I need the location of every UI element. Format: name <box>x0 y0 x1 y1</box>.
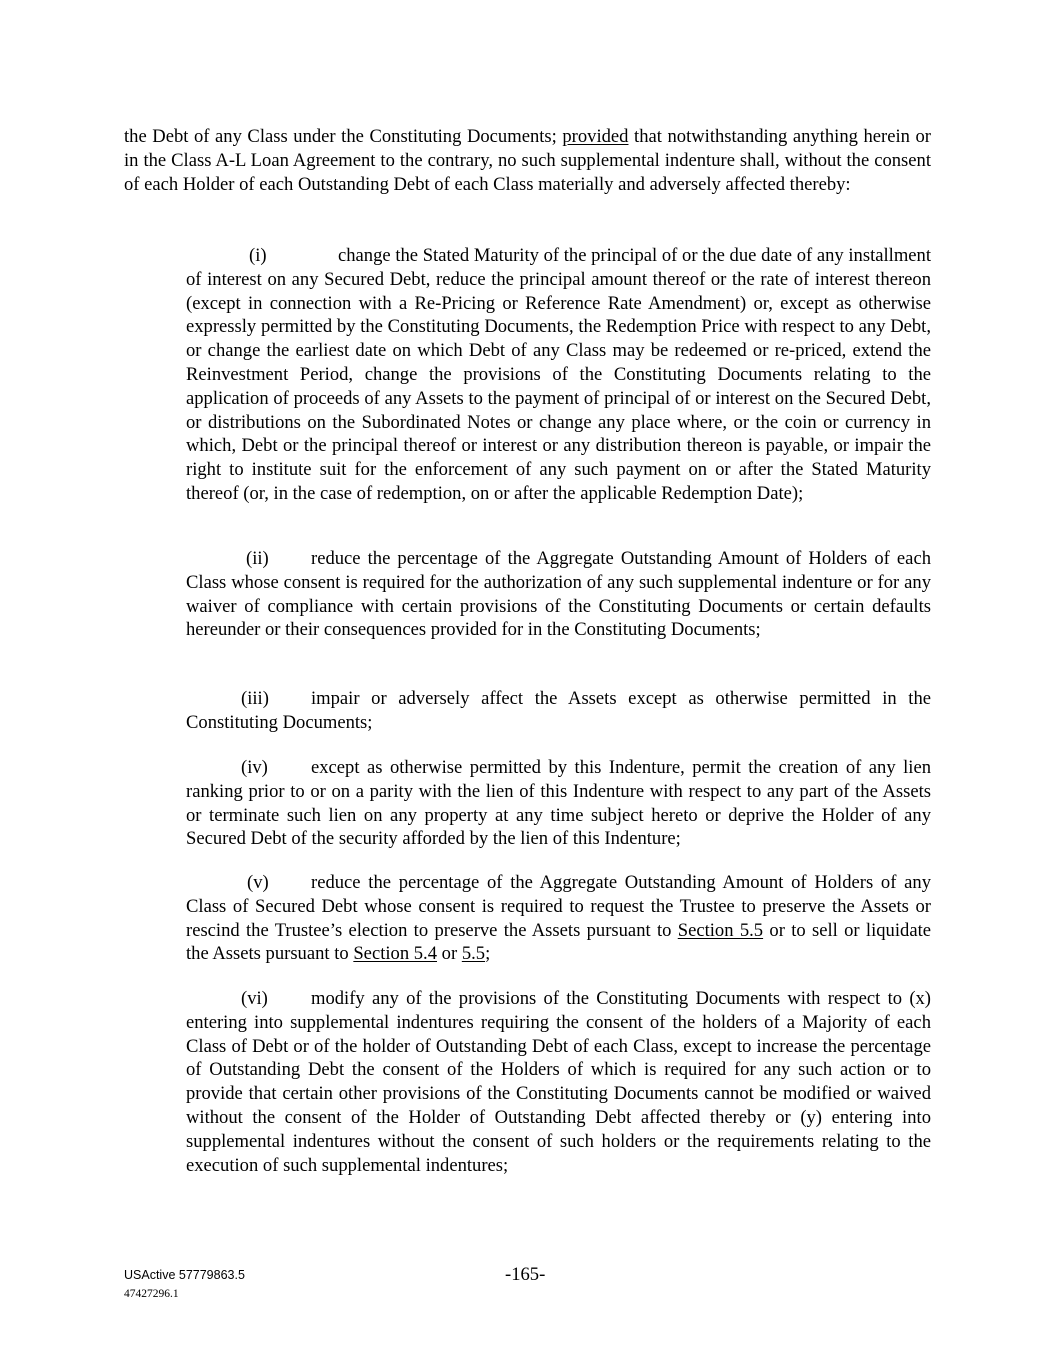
clause-text: except as otherwise permitted by this Indenture, permit the creation of any lien ranking prior to or on a parity with the lien of this Indenture with respect to any part of the Assets or terminate such lien on any property at any time subject hereto or deprive the Holder of any Secured Debt of the security afforded by the lien of this Indenture; <box>186 757 931 850</box>
clause-text-b: or to sell or liquidate the Assets pursuant to <box>186 919 931 965</box>
clause-text-c: or <box>437 943 462 965</box>
lead-text-before: the Debt of any Class under the Constituting Documents; <box>124 126 563 147</box>
clause-text: impair or adversely affect the Assets except as otherwise permitted in the Constituting Documents; <box>186 688 931 733</box>
clause-number: (v) <box>247 872 269 893</box>
clause-ii <box>186 547 931 642</box>
clause-text-a: reduce the percentage of the Aggregate Outstanding Amount of Holders of any Class of Secured Debt whose consent is required to request the Trustee to preserve the Assets or rescind the Trustee’s election to preserve the Assets pursuant to <box>186 872 931 941</box>
page-number: -165- <box>505 1264 546 1285</box>
section-5-5-short-link[interactable]: 5.5 <box>461 943 486 965</box>
footer-document-id-secondary: 47427296.1 <box>124 1288 179 1300</box>
clause-text: change the Stated Maturity of the principal of or the due date of any installment of interest on any Secured Debt, reduce the principal amount thereof or the rate of interest thereon (except in connection with a Re-Pricing or Reference Rate Amendment) or, except as otherwise expressly permitted by the Constituting Documents, the Redemption Price with respect to any Debt, or change the earliest date on which Debt of any Class may be redeemed or re-priced, extend the Reinvestment Period, change the provisions of the Constituting Documents relating to the application of proceeds of any Assets to the payment of principal of or interest on the Secured Debt, or distributions on the Subordinated Notes or change any place where, or the coin or currency in which, Debt or the principal thereof or interest or any distribution thereon is payable, or impair the right to institute suit for the enforcement of any such payment on or after the Stated Maturity thereof (or, in the case of redemption, on or after the applicable Redemption Date); <box>186 245 931 504</box>
clause-number: (i) <box>249 245 267 266</box>
section-5-5-link[interactable]: Section 5.5 <box>677 919 764 941</box>
clause-number: (ii) <box>246 548 269 569</box>
footer-document-id: USActive 57779863.5 <box>124 1268 245 1282</box>
provided-term: provided <box>562 126 629 147</box>
clause-number: (vi) <box>241 988 268 1009</box>
clause-text-d: ; <box>485 943 491 965</box>
clause-v <box>186 871 931 966</box>
clause-number: (iv) <box>241 757 268 778</box>
section-5-4-link[interactable]: Section 5.4 <box>353 943 438 965</box>
clause-iii <box>186 687 931 735</box>
clause-vi <box>186 987 931 1177</box>
lead-text-after: that notwithstanding anything herein or in the Class A-L Loan Agreement to the contrary, no such supplemental indenture shall, without the consent of each Holder of each Outstanding Debt of each Class materially and adversely affected thereby: <box>124 126 931 195</box>
clause-iv <box>186 756 931 851</box>
clause-number: (iii) <box>241 688 269 709</box>
lead-paragraph <box>124 125 931 196</box>
clause-text: modify any of the provisions of the Constituting Documents with respect to (x) entering into supplemental indentures requiring the consent of the holders of a Majority of each Class of Debt or of the holder of Outstanding Debt of each Class, except to increase the percentage of Outstanding Debt the consent of the Holders of which is required for any such action or to provide that certain other provisions of the Constituting Documents cannot be modified or waived without the consent of the Holder of Outstanding Debt affected thereby or (y) entering into supplemental indentures without the consent of such holders or the requirements relating to the execution of such supplemental indentures; <box>186 988 931 1176</box>
clause-i <box>186 244 931 506</box>
clause-text: reduce the percentage of the Aggregate Outstanding Amount of Holders of each Class whose consent is required for the authorization of any such supplemental indenture or for any waiver of compliance with certain provisions of the Constituting Documents or certain defaults hereunder or their consequences provided for in the Constituting Documents; <box>186 548 931 641</box>
